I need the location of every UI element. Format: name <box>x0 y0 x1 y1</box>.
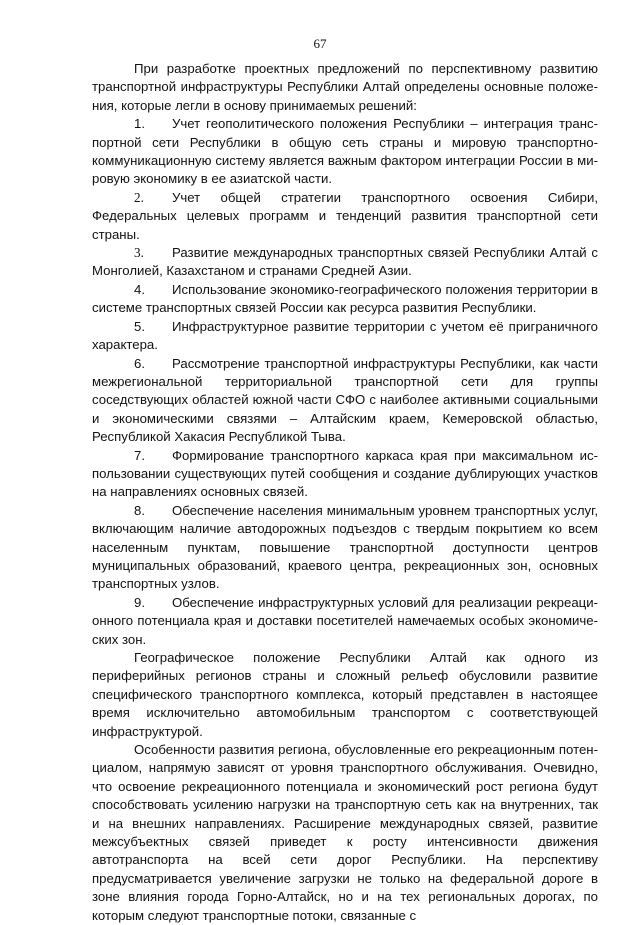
list-item-text: Развитие международных транспортных связей Республики Алтай с Монголией, Казахстаном и странами Средней Азии. <box>92 245 598 279</box>
list-item <box>92 318 598 355</box>
list-item-text: Обеспечение инфраструктурных условий для реализации рекреационного потенциала края и доставки посетителей намечаемых особых экономических зон. <box>92 594 598 647</box>
list-item-text: Формирование транспортного каркаса края при максимальном использовании существующих путей сообщения и создание дублирующих участков на направлениях основных связей. <box>92 447 598 500</box>
list-item-text: Рассмотрение транспортной инфраструктуры Республики, как части межрегиональной территориальной транспортной сети для группы соседствующих областей южной части СФО с наиболее активными социальными и экономическими связями – Алтайским краем, Кемеровской областью, Республикой Хакасия Республикой Тыва. <box>92 355 598 445</box>
list-item-text: Обеспечение населения минимальным уровнем транспортных услуг, включающим наличие автодорожных подъездов с твердым покрытием ко всем населенным пунктам, повышение транспортной доступности центров муниципальных образований, краевого центра, рекреационных зон, основных транспортных узлов. <box>92 502 598 592</box>
list-item-text: Учет общей стратегии транспортного освоения Сибири, Федеральных целевых программ и тенденций развития транспортной сети страны. <box>92 189 598 242</box>
list-item-number: 5. <box>134 318 145 334</box>
list-item-number: 3. <box>134 245 144 261</box>
list-item <box>92 244 598 281</box>
list-item <box>92 281 598 318</box>
list-item <box>92 355 598 447</box>
list-item-number: 1. <box>134 116 145 132</box>
intro-paragraph: При разработке проектных предложений по перспективному развитию транспортной инфраструктуры Республики Алтай определены основные положения, которые легли в основу принимаемых решений: <box>92 61 598 113</box>
list-item-number: 4. <box>134 281 145 297</box>
list-item-text: Учет геополитического положения Республики – интеграция транспортной сети Республики в общую сеть страны и мировую транспортно-коммуникационную систему является важным фактором интеграции России в мировую экономику в ее азиатской части. <box>92 116 598 187</box>
list-item-number: 7. <box>134 447 145 463</box>
list-item-number: 6. <box>134 355 145 371</box>
list-item <box>92 189 598 244</box>
body-paragraph: Особенности развития региона, обусловленные его рекреационным потенциалом, напрямую зависят от уровня транспортного обслуживания. Очевидно, что освоение рекреационного потенциала и экономический рост региона будут способствовать усилению нагрузки на транспортную сеть как на внутренних, так и на внешних направлениях. Расширение международных связей, развитие межсубъектных связей приведет к росту интенсивности движения автотранспорта на всей сети дорог Республики. На перспективу предусматривается увеличение загрузки не только на федеральной дороге в зоне влияния города Горно-Алтайск, но и на тех региональных дорогах, по которым следуют транспортные потоки, связанные с <box>92 742 598 923</box>
list-item <box>92 594 598 649</box>
list-item <box>92 502 598 594</box>
body-paragraph: Географическое положение Республики Алтай как одного из периферийных регионов страны и сложный рельеф обусловили развитие специфического транспортного комплекса, который представлен в настоящее время исключительно автомобильным транспортом с соответствующей инфраструктурой. <box>92 650 598 739</box>
list-item <box>92 115 598 189</box>
page-number: 67 <box>313 36 327 51</box>
list-item-number: 2. <box>134 189 144 205</box>
list-item <box>92 447 598 502</box>
list-item-number: 9. <box>134 594 145 610</box>
list-item-text: Инфраструктурное развитие территории с учетом её приграничного характера. <box>92 318 598 353</box>
document-body <box>92 60 598 925</box>
list-item-text: Использование экономико-географического положения территории в системе транспортных связей России как ресурса развития Республики. <box>92 281 598 316</box>
list-item-number: 8. <box>134 502 145 518</box>
